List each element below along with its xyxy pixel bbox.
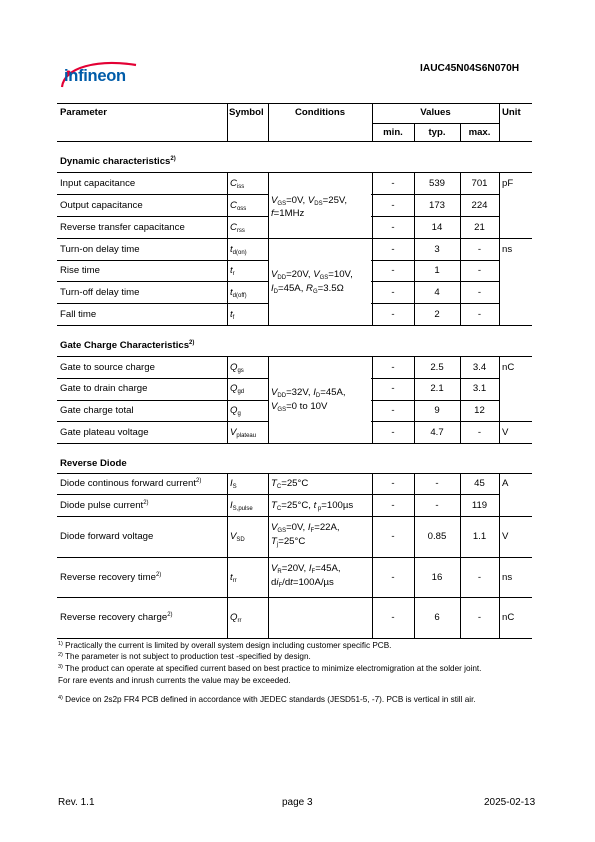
symbol: $t_{d(off)}$ [230,287,247,299]
min-value: - [391,383,395,394]
min-value: - [391,244,395,255]
values-subheader-line [372,123,499,124]
max-value: - [477,309,482,320]
footer-date: 2025-02-13 [484,797,536,808]
symbol: $I_S$ [230,478,237,490]
min-value: - [391,287,395,298]
typ-value: 6 [434,612,440,623]
symbol: $Q_g$ [230,405,241,417]
condition: $T_C=25^\circ C$, t $_p$=100µs [271,500,354,512]
part-number: IAUC45N04S6N070H [420,63,520,74]
condition: $V_{GS}=0V$, $I_F=22A$, $T_j=25^\circ C$ [271,522,340,548]
symbol: $t_r$ [230,265,235,277]
header-min: min. [383,127,403,138]
min-value: - [391,572,395,583]
unit: V [502,531,509,542]
min-value: - [391,612,395,623]
condition-switching: $V_{DD}=20V$, $V_{GS}=10V$, $I_D=45A$, $R_G=3.5\Omega$ [271,269,353,295]
min-value: - [391,427,395,438]
max-value: - [477,287,482,298]
unit-voltage: V [502,427,509,438]
header-conditions: Conditions [294,107,346,118]
footnote-3-continued: For rare events and inrush currents the value may be exceeded. [58,676,291,685]
symbol: $Q_{rr}$ [230,612,242,624]
footer-revision: Rev. 1.1 [58,797,95,808]
typ-value: 2 [434,309,440,320]
max-value: 12 [474,405,485,416]
min-value: - [391,405,395,416]
unit: nC [502,612,515,623]
unit-time: ns [502,244,513,255]
typ-value: - [435,478,439,489]
param-label: Gate to source charge [60,362,155,373]
condition: $T_C=25^\circ C$ [271,478,309,490]
footer-page-number: page 3 [282,797,313,808]
max-value: 224 [471,200,488,211]
typ-value: 3 [434,244,440,255]
typ-value: 0.85 [427,531,447,542]
max-value: - [477,572,482,583]
max-value: 119 [471,500,488,511]
unit-charge: nC [502,362,515,373]
symbol: $I_{S,pulse}$ [230,500,253,512]
param-label: Diode continous forward current$^{2)}$ [60,478,202,489]
footnote-3: $^{3)}$ The product can operate at specified current based on best practice to minimize electromigration at the solder joint. [58,664,482,673]
typ-value: 16 [431,572,443,583]
typ-value: - [435,500,439,511]
logo-text: infineon [64,67,126,85]
symbol: $Q_{gs}$ [230,362,244,374]
table-header-bottom-border [57,141,532,142]
param-label: Rise time [60,265,100,276]
param-label: Turn-on delay time [60,244,140,255]
typ-value: 539 [428,178,445,189]
symbol: $t_{rr}$ [230,572,237,584]
typ-value: 4 [434,287,440,298]
param-label: Reverse recovery charge$^{2)}$ [60,612,173,623]
min-value: - [391,309,395,320]
footnote-2: $^{2)}$ The parameter is not subject to production test -specified by design. [58,652,311,661]
table-top-border [57,103,532,104]
typ-value: 2.1 [430,383,444,394]
header-parameter: Parameter [60,107,107,118]
symbol: $C_{iss}$ [230,178,245,190]
unit: ns [502,572,513,583]
min-value: - [391,222,395,233]
condition-capacitance: $V_{GS}=0V$, $V_{DS}=25V$, f=1MHz [271,195,348,219]
unit-capacitance: pF [502,178,514,189]
max-value: 3.1 [472,383,487,394]
param-label: Diode pulse current$^{2)}$ [60,500,149,511]
typ-value: 2.5 [430,362,444,373]
param-label: Gate charge total [60,405,134,416]
symbol: $t_{d(on)}$ [230,244,247,256]
unit: A [502,478,509,489]
symbol: $C_{oss}$ [230,200,247,212]
header-symbol: Symbol [229,107,264,118]
typ-value: 9 [434,405,440,416]
symbol: $t_f$ [230,309,235,321]
param-label: Output capacitance [60,200,143,211]
max-value: 1.1 [472,531,487,542]
section-gate-title: Gate Charge Characteristics$^{2)}$ [60,340,195,351]
symbol: $V_{plateau}$ [230,427,257,439]
min-value: - [391,362,395,373]
min-value: - [391,478,395,489]
max-value: 3.4 [472,362,487,373]
section-diode-title: Reverse Diode [60,458,127,469]
param-label: Input capacitance [60,178,136,189]
max-value: 21 [474,222,485,233]
typ-value: 14 [431,222,443,233]
min-value: - [391,178,395,189]
header-max: max. [468,127,491,138]
header-values: Values [420,107,451,118]
typ-value: 4.7 [430,427,444,438]
typ-value: 1 [434,265,440,276]
typ-value: 173 [428,200,445,211]
min-value: - [391,200,395,211]
param-label: Gate to drain charge [60,383,148,394]
min-value: - [391,531,395,542]
max-value: - [477,427,482,438]
section-dynamic-title: Dynamic characteristics$^{2)}$ [60,156,176,167]
condition-gate-charge: $V_{DD}=32V$, $I_D=45A$, $V_{GS}=0$ to 10V [271,387,346,413]
symbol: $Q_{gd}$ [230,383,245,395]
min-value: - [391,265,395,276]
condition: $V_R=20V$, $I_F=45A$, $di_F/dt=100A/\mu s$ [271,563,341,589]
header-unit: Unit [502,107,521,118]
param-label: Reverse recovery time$^{2)}$ [60,572,162,583]
symbol: $C_{rss}$ [230,222,245,234]
param-label: Turn-off delay time [60,287,140,298]
max-value: 45 [474,478,485,489]
max-value: - [477,265,482,276]
param-label: Diode forward voltage [60,531,154,542]
param-label: Reverse transfer capacitance [60,222,185,233]
max-value: 701 [471,178,488,189]
min-value: - [391,500,395,511]
param-label: Gate plateau voltage [60,427,149,438]
symbol: $V_{SD}$ [230,531,245,543]
max-value: - [477,612,482,623]
infineon-logo [58,57,146,97]
header-typ: typ. [428,127,446,138]
footnote-1: $^{1)}$ Practically the current is limited by overall system design including customer specific PCB. [58,641,392,650]
param-label: Fall time [60,309,97,320]
footnote-4: $^{4)}$ Device on 2s2p FR4 PCB defined in accordance with JEDEC standards (JESD51-5, -7). PCB is vertical in still air. [58,695,476,704]
max-value: - [477,244,482,255]
